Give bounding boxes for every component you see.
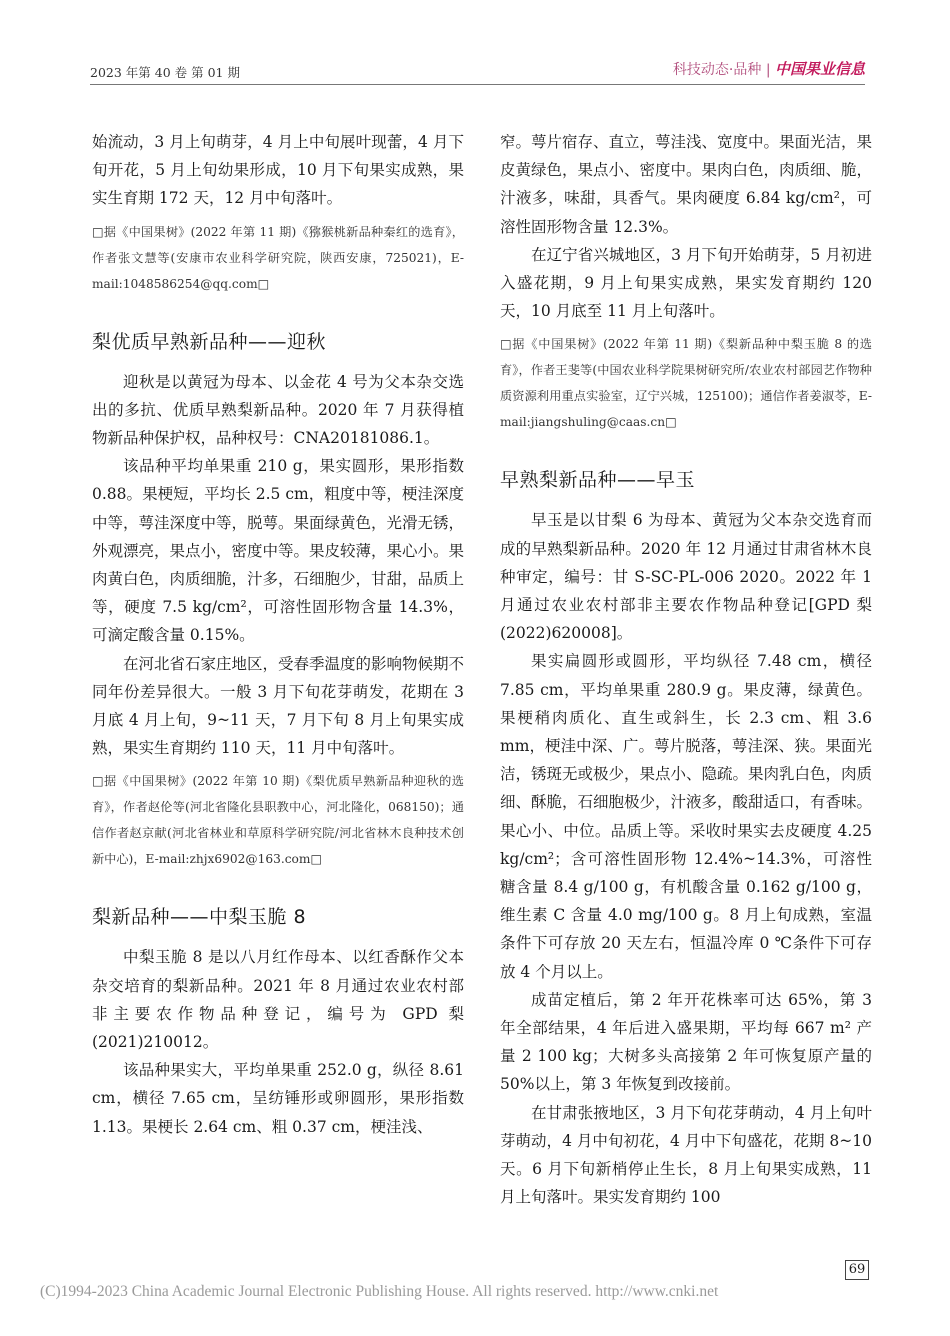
issue-info: 2023 年第 40 卷 第 01 期: [90, 65, 240, 80]
article-paragraph: 在辽宁省兴城地区，3 月下旬开始萌芽，5 月初进入盛花期，9 月上旬果实成熟，果实发育期约 120 天，10 月底至 11 月上旬落叶。: [500, 245, 872, 321]
source-note: □据《中国果树》(2022 年第 11 期)《梨新品种中梨玉脆 8 的选育》，作者王斐等(中国农业科学院果树研究所/农业农村部园艺作物种质资源利用重点实验室，辽宁兴城，125100)；通信作者姜淑苓，E-mail:jiangshuling@caas.cn□: [500, 337, 872, 430]
article-paragraph: 该品种果实大，平均单果重 252.0 g，纵径 8.61 cm，横径 7.65 cm，呈纺锤形或卵圆形，果形指数 1.13。果梗长 2.64 cm、粗 0.37 cm，梗洼浅、: [92, 1061, 464, 1136]
section-header: [673, 58, 865, 79]
copyright-footer: (C)1994-2023 China Academic Journal Electronic Publishing House. All rights reserved. http://www.cnki.net: [40, 1283, 719, 1300]
article-paragraph: 在甘肃张掖地区，3 月下旬花芽萌动，4 月上旬叶芽萌动，4 月中旬初花，4 月中下旬盛花，花期 8~10 天。6 月下旬新梢停止生长，8 月上旬果实成熟，11 月上旬落叶。果实发育期约 100: [500, 1103, 872, 1207]
article-title: 梨优质早熟新品种——迎秋: [92, 330, 327, 353]
header-separator: |: [765, 62, 775, 78]
source-note: □据《中国果树》(2022 年第 11 期)《猕猴桃新品种秦红的选育》，作者张文慧等(安康市农业科学研究院，陕西安康，725021)，E-mail:1048586254@qq.com□: [92, 224, 464, 291]
source-note: □据《中国果树》(2022 年第 10 期)《梨优质早熟新品种迎秋的选育》，作者赵伦等(河北省隆化县职教中心，河北隆化，068150)；通信作者赵京献(河北省林业和草原科学研究院/河北省林木良种技术创新中心)，E-mail:zhjx6902@163.com□: [92, 774, 464, 867]
article-title: 早熟梨新品种——早玉: [500, 469, 696, 492]
header-rule: [90, 84, 865, 85]
article-paragraph: 中梨玉脆 8 是以八月红作母本、以红香酥作父本杂交培育的梨新品种。2021 年 8 月通过农业农村部非主要农作物品种登记，编号为 GPD 梨(2021)210012。: [92, 948, 464, 1052]
article-paragraph: 果实扁圆形或圆形，平均纵径 7.48 cm，横径 7.85 cm，平均单果重 280.9 g。果皮薄，绿黄色。果梗稍肉质化、直生或斜生，长 2.3 cm、粗 3.6 mm，梗洼中深、广。萼片脱落，萼洼深、狭。果面光洁，锈斑无或极少，果点小、隐疏。果肉乳白色，肉质细、酥脆，石细胞极少，汁液多，酸甜适口，有香味。果心小、中位。品质上等。采收时果实去皮硬度 4.25 kg/cm²；含可溶性固形物 12.4%~14.3%，可溶性糖含量 8.4 g/100 g，有机酸含量 0.162 g/100 g，维生素 C 含量 4.0 mg/100 g。8 月上旬成熟，室温条件下可存放 20 天左右，恒温冷库 0 ℃条件下可存放 4 个月以上。: [500, 652, 873, 981]
article-paragraph: 在河北省石家庄地区，受春季温度的影响物候期不同年份差异很大。一般 3 月下旬花芽萌发，花期在 3 月底 4 月上旬，9~11 天，7 月下旬 8 月上旬果实成熟，果实生育期约 110 天，11 月中旬落叶。: [92, 654, 465, 758]
article-paragraph: 该品种平均单果重 210 g，果实圆形，果形指数 0.88。果梗短，平均长 2.5 cm，粗度中等，梗洼深度中等，萼洼深度中等，脱萼。果面绿黄色，光滑无锈，外观漂亮，果点小，密度中等。果皮较薄，果心小。果肉黄白色，肉质细脆，汁多，石细胞少，甘甜，品质上等，硬度 7.5 kg/cm²，可溶性固形物含量 14.3%，可滴定酸含量 0.15%。: [92, 457, 465, 645]
page-number: 69: [845, 1260, 869, 1280]
journal-logo: 中国果业信息: [774, 60, 865, 78]
left-column: [92, 128, 464, 1141]
continued-paragraph: 窄。萼片宿存、直立，萼洼浅、宽度中。果面光洁，果皮黄绿色，果点小、密度中。果肉白色，肉质细、脆，汁液多，味甜，具香气。果肉硬度 6.84 kg/cm²，可溶性固形物含量 12.3%。: [500, 133, 873, 236]
article-paragraph: 迎秋是以黄冠为母本、以金花 4 号为父本杂交选出的多抗、优质早熟梨新品种。2020 年 7 月获得植物新品种保护权，品种权号：CNA20181086.1。: [92, 372, 464, 448]
section-label: 科技动态·品种: [672, 62, 762, 78]
continued-paragraph: 始流动，3 月上旬萌芽，4 月上中旬展叶现蕾，4 月下旬开花，5 月上旬幼果形成，10 月下旬果实成熟，果实生育期 172 天，12 月中旬落叶。: [92, 133, 464, 208]
article-paragraph: 早玉是以甘梨 6 为母本、黄冠为父本杂交选育而成的早熟梨新品种。2020 年 12 月通过甘肃省林木良种审定，编号：甘 S-SC-PL-006 2020。2022 年 1 月通过农业农村部非主要农作物品种登记[GPD 梨(2022)620008]。: [500, 511, 872, 643]
article-title: 梨新品种——中梨玉脆 8: [92, 906, 307, 929]
right-column: [500, 128, 872, 1212]
article-paragraph: 成苗定植后，第 2 年开花株率可达 65%，第 3 年全部结果，4 年后进入盛果期，平均每 667 m² 产量 2 100 kg；大树多头高接第 2 年可恢复原产量的 50%以上，第 3 年恢复到改接前。: [500, 990, 872, 1094]
